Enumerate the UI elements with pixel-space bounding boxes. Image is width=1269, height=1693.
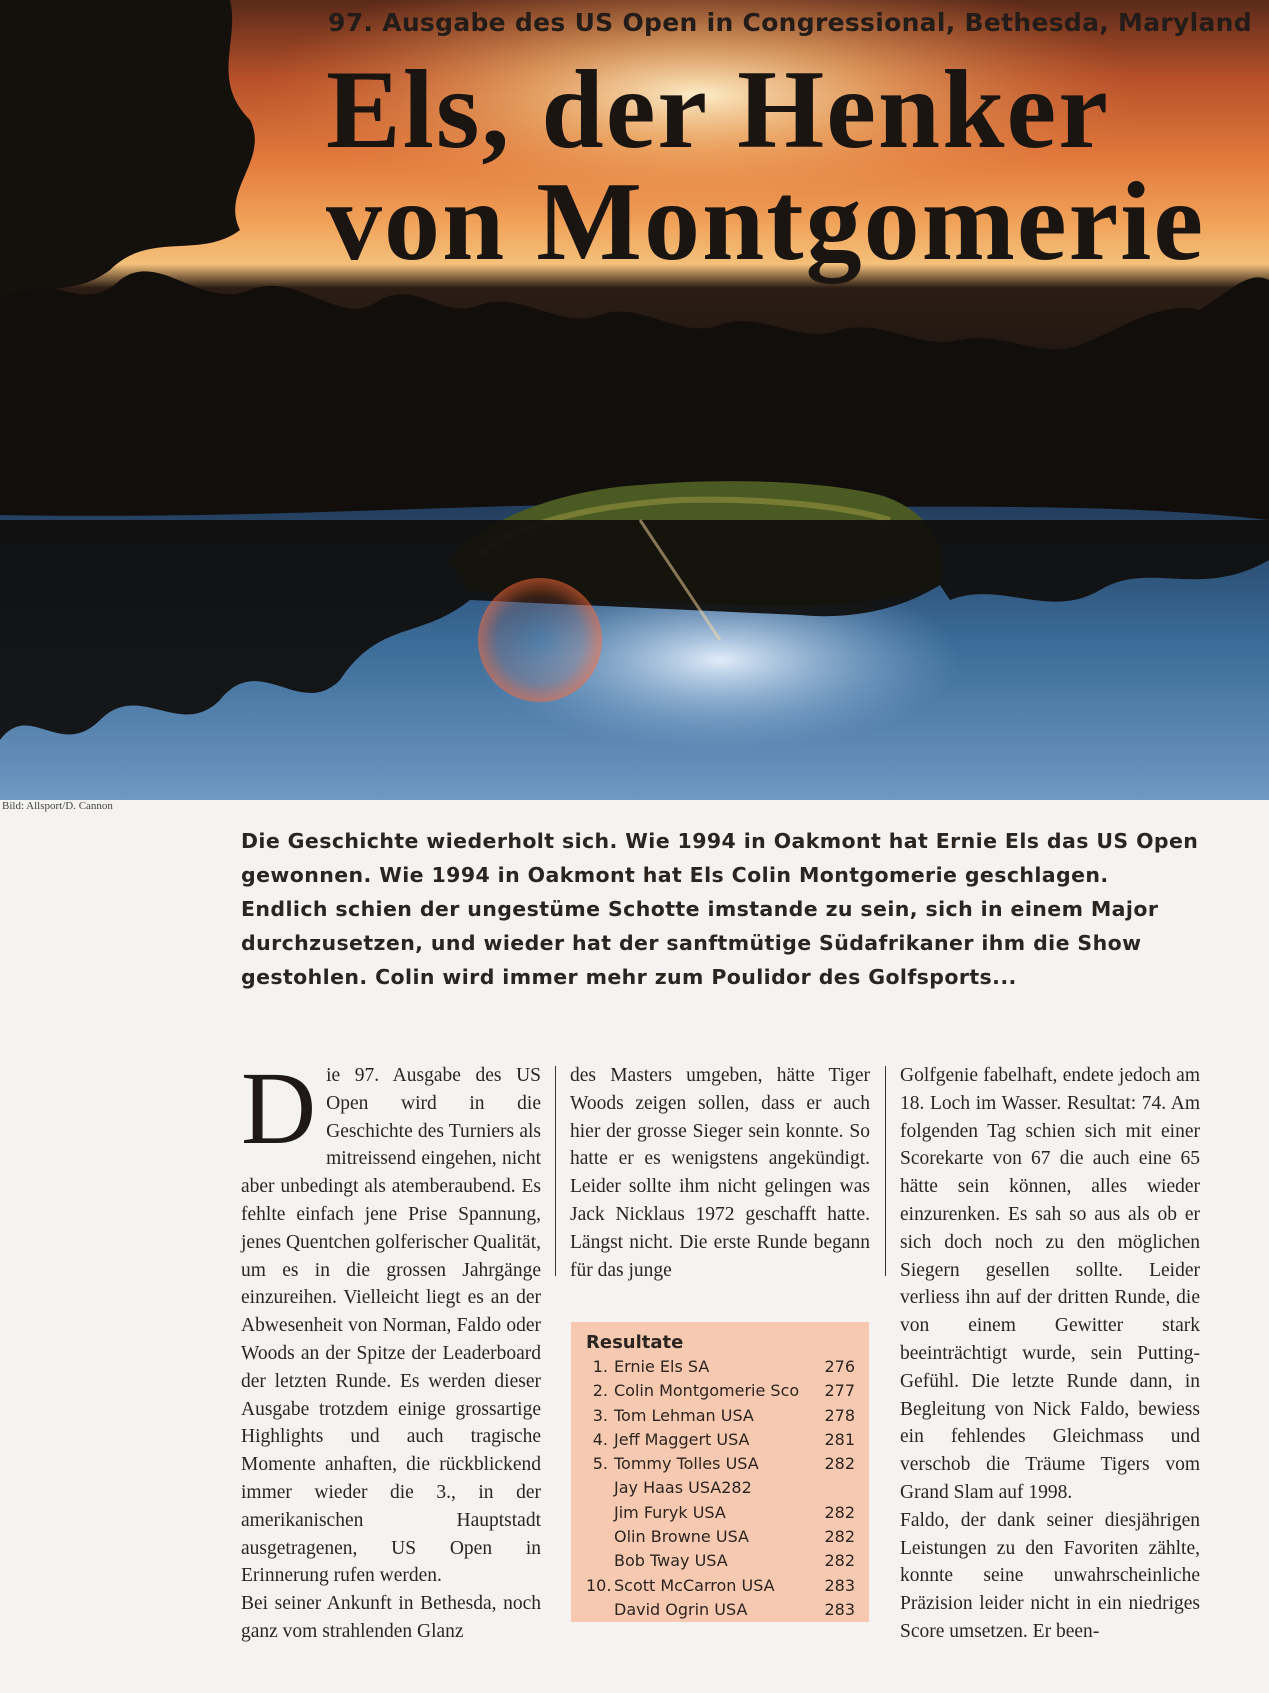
headline-line-1: Els, der Henker	[326, 48, 1110, 172]
results-player: Jay Haas USA282	[614, 1478, 752, 1498]
body-paragraph: des Masters umgeben, hätte Tiger Woods zeigen sollen, dass er auch hier der grosse Sieger sein konnte. So hatte er es wenigstens angekündigt. Leider sollte ihm nicht gelingen was Jack Nicklaus 1972 geschafft hatte. Längst nicht. Die erste Runde begann für das junge	[570, 1065, 870, 1281]
body-column-2	[570, 1062, 870, 1284]
results-row	[586, 1404, 855, 1428]
column-divider	[885, 1066, 886, 1276]
results-score: 281	[824, 1429, 855, 1449]
column-divider	[555, 1066, 556, 1276]
body-paragraph: Golfgenie fabelhaft, endete jedoch am 18. Loch im Wasser. Resultat: 74. Am folgenden Tag schien sich mit einer Scorekarte von 67 die auch eine 65 hätte sein können, alles wieder einzurenken. Es sah so aus als ob er sich doch noch zu den möglichen Siegern gesellen sollte. Leider verliess ihn auf der dritten Runde, die von einem Gewitter stark beeinträchtigt wurde, sein Putting-Gefühl. Die letzte Runde dann, in Begleitung von Nick Faldo, bewiess ein fehlendes Gleichmass und verschob die Träume Tigers vom Grand Slam auf 1998.	[900, 1065, 1200, 1503]
results-row	[586, 1574, 855, 1598]
results-score: 276	[824, 1357, 855, 1376]
results-score: 283	[824, 1599, 855, 1619]
results-rank: 4.	[592, 1429, 608, 1449]
headline-line-2: von Montgomerie	[326, 160, 1206, 284]
article-lead: Die Geschichte wiederholt sich. Wie 1994 in Oakmont hat Ernie Els das US Open gewonnen. Wie 1994 in Oakmont hat Els Colin Montgomerie geschlagen. Endlich schien der ungestüme Schotte imstande zu sein, sich in einem Major durchzusetzen, und wieder hat der sanftmütige Südafrikaner ihm die Show gestohlen. Colin wird immer mehr zum Poulidor des Golfsports...	[241, 829, 1199, 989]
results-rank	[586, 1525, 614, 1549]
body-paragraph	[241, 1051, 541, 1590]
body-column-1	[241, 1051, 541, 1646]
hero-photo	[0, 0, 1269, 800]
results-score: 278	[824, 1405, 855, 1425]
results-score	[819, 1476, 855, 1500]
results-player: Colin Montgomerie Sco	[614, 1381, 800, 1401]
results-rank: 2.	[592, 1381, 608, 1401]
results-rank: 5.	[592, 1454, 608, 1474]
results-rank	[586, 1549, 614, 1573]
results-title: Resultate	[586, 1332, 684, 1353]
results-row	[586, 1355, 855, 1379]
results-rank	[586, 1501, 614, 1525]
results-rank: 10.	[586, 1575, 612, 1595]
results-rank	[586, 1598, 614, 1622]
body-text: ie 97. Ausgabe des US Open wird in die Geschichte des Turniers als mitreissend eingehen, nicht aber unbedingt als atemberaubend. Es fehlte einfach jene Prise Spannung, jenes Quentchen golferischer Qualität, um es in die grossen Jahrgänge einzureihen. Vielleicht liegt es an der Abwesenheit von Norman, Faldo oder Woods an der Spitze der Leaderboard der letzten Runde. Es werden dieser Ausgabe trotzdem einige grossartige Highlights und auch tragische Momente anhaften, die rückblickend immer wieder die 3., in der amerikanischen Hauptstadt ausgetragenen, US Open in Erinnerung rufen werden.	[241, 1065, 541, 1587]
article-headline	[326, 48, 1256, 284]
results-row	[586, 1598, 855, 1622]
results-player: Ernie Els SA	[614, 1357, 710, 1376]
results-player: Bob Tway USA	[614, 1551, 728, 1571]
results-row	[586, 1549, 855, 1573]
results-score: 282	[824, 1454, 855, 1474]
results-row	[586, 1428, 855, 1452]
results-row	[586, 1379, 855, 1403]
results-player: David Ogrin USA	[614, 1599, 748, 1619]
results-score: 282	[824, 1502, 855, 1522]
results-player: Jeff Maggert USA	[614, 1429, 750, 1449]
results-player: Jim Furyk USA	[614, 1502, 726, 1522]
results-player: Scott McCarron USA	[614, 1575, 775, 1595]
results-row	[586, 1525, 855, 1549]
results-row	[586, 1501, 855, 1525]
results-player: Tom Lehman USA	[614, 1405, 754, 1425]
results-score: 282	[824, 1527, 855, 1547]
results-row	[586, 1476, 855, 1500]
results-rank	[586, 1476, 614, 1500]
results-rank: 3.	[592, 1405, 608, 1425]
body-column-3	[900, 1062, 1200, 1646]
results-box	[571, 1322, 869, 1622]
results-score: 277	[824, 1381, 855, 1401]
results-rank: 1.	[592, 1357, 608, 1376]
results-player: Olin Browne USA	[614, 1527, 749, 1547]
photo-credit: Bild: Allsport/D. Cannon	[2, 800, 113, 812]
body-paragraph: Faldo, der dank seiner diesjährigen Leistungen zu den Favoriten zählte, konnte seine unwahrscheinliche Präzision leider nicht in ein niedriges Score umsetzen. Er been-	[900, 1509, 1200, 1642]
drop-cap: D	[241, 1051, 317, 1166]
results-player: Tommy Tolles USA	[614, 1454, 759, 1474]
body-paragraph: Bei seiner Ankunft in Bethesda, noch ganz vom strahlenden Glanz	[241, 1593, 541, 1642]
results-row	[586, 1452, 855, 1476]
results-score: 283	[824, 1575, 855, 1595]
article-kicker: 97. Ausgabe des US Open in Congressional, Bethesda, Maryland	[328, 8, 1252, 37]
results-score: 282	[824, 1551, 855, 1571]
